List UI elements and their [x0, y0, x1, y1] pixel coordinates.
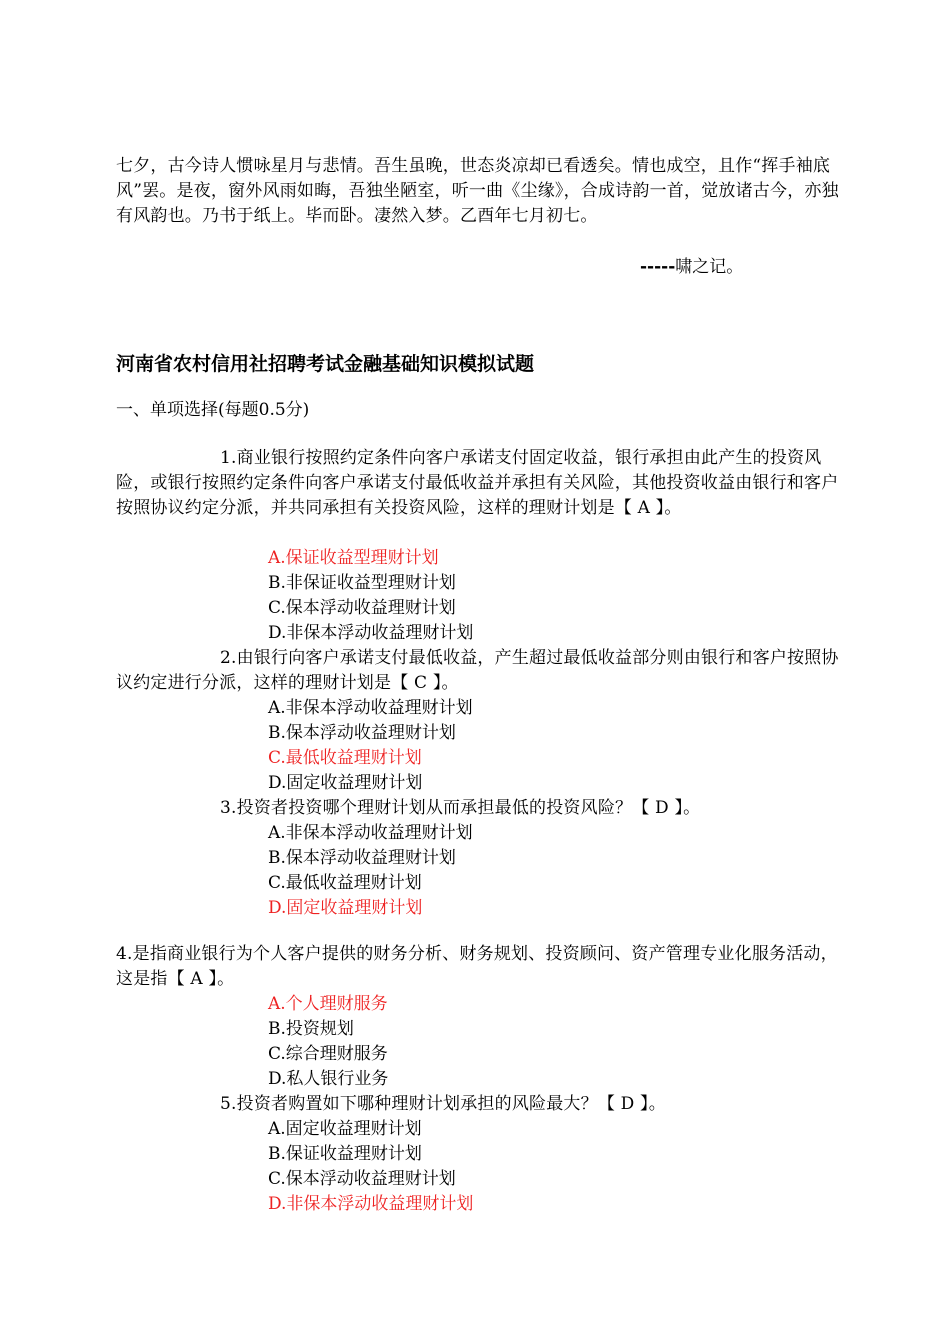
question-3-text: 3.投资者投资哪个理财计划从而承担最低的投资风险？【 D 】。 [220, 798, 701, 818]
intro-paragraph: 七夕，古今诗人惯咏星月与悲情。吾生虽晚，世态炎凉却已看透矣。情也成空，且作“挥手袖底风”罢。是夜，窗外风雨如晦，吾独坐陋室，听一曲《尘缘》，合成诗韵一首，觉放诸古今，亦独有风韵也。乃书于纸上。毕而卧。凄然入梦。乙酉年七月初七。 [116, 156, 839, 226]
question-4-text: 4.是指商业银行为个人客户提供的财务分析、财务规划、投资顾问、资产管理专业化服务活动，这是指【 A 】。 [116, 944, 838, 989]
question-5 [116, 1092, 846, 1117]
question-2-option-d: D.固定收益理财计划 [268, 773, 423, 793]
question-1-option-c: C.保本浮动收益理财计划 [268, 598, 456, 618]
question-1-option-a: A.保证收益型理财计划 [268, 548, 439, 568]
question-3-option-c: C.最低收益理财计划 [268, 873, 422, 893]
question-4-option-a: A.个人理财服务 [268, 994, 388, 1014]
question-5-option-c: C.保本浮动收益理财计划 [268, 1169, 456, 1189]
document-title: 河南省农村信用社招聘考试金融基础知识模拟试题 [116, 353, 535, 375]
signature-dash: ----- [640, 257, 676, 277]
question-3-option-d: D.固定收益理财计划 [268, 898, 423, 918]
question-4-option-b: B.投资规划 [268, 1019, 354, 1039]
question-3 [116, 796, 846, 821]
question-4-option-c: C.综合理财服务 [268, 1044, 388, 1064]
signature [640, 255, 743, 280]
question-2-option-a: A.非保本浮动收益理财计划 [268, 698, 473, 718]
question-1-option-d: D.非保本浮动收益理财计划 [268, 623, 474, 643]
question-1 [116, 446, 846, 521]
question-5-text: 5.投资者购置如下哪种理财计划承担的风险最大？【 D 】。 [220, 1094, 666, 1114]
question-5-option-b: B.保证收益理财计划 [268, 1144, 422, 1164]
question-2-text: 2.由银行向客户承诺支付最低收益，产生超过最低收益部分则由银行和客户按照协议约定进行分派，这样的理财计划是【 C 】。 [116, 648, 839, 693]
section-heading: 一、单项选择(每题0.5分) [116, 400, 310, 420]
question-2-option-c: C.最低收益理财计划 [268, 748, 422, 768]
question-5-option-d: D.非保本浮动收益理财计划 [268, 1194, 474, 1214]
question-1-text: 1.商业银行按照约定条件向客户承诺支付固定收益，银行承担由此产生的投资风险，或银行按照约定条件向客户承诺支付最低收益并承担有关风险，其他投资收益由银行和客户按照协议约定分派，并共同承担有关投资风险，这样的理财计划是【 A 】。 [116, 448, 839, 518]
question-4 [116, 942, 846, 992]
question-3-option-b: B.保本浮动收益理财计划 [268, 848, 456, 868]
question-3-option-a: A.非保本浮动收益理财计划 [268, 823, 473, 843]
question-5-option-a: A.固定收益理财计划 [268, 1119, 422, 1139]
question-4-option-d: D.私人银行业务 [268, 1069, 389, 1089]
signature-name: 啸之记。 [675, 257, 744, 277]
question-1-option-b: B.非保证收益型理财计划 [268, 573, 456, 593]
question-2-option-b: B.保本浮动收益理财计划 [268, 723, 456, 743]
question-2 [116, 646, 846, 696]
